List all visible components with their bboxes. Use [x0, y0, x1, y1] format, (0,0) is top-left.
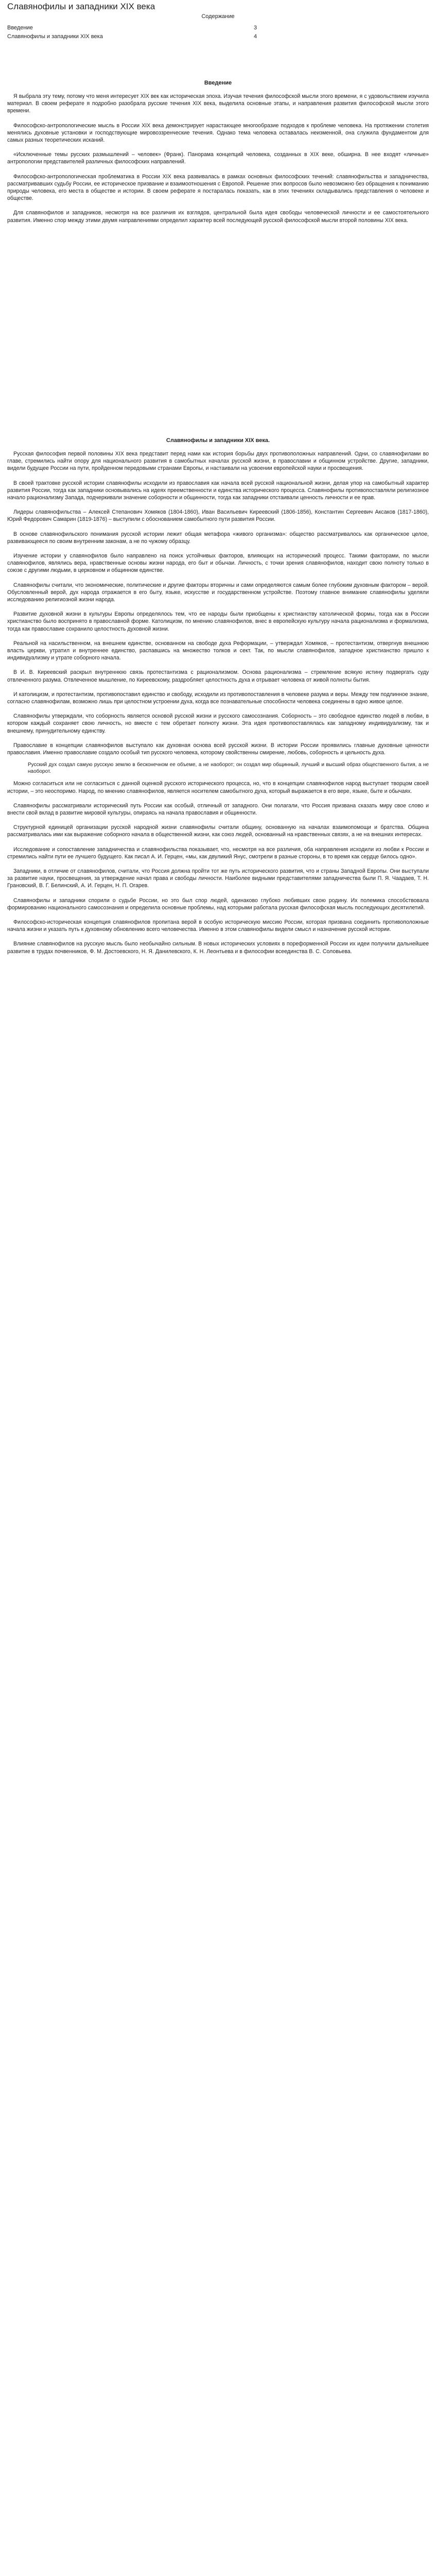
quote-text: Русский дух создал самую русскую землю в бесконечном ее объеме, а не наоборот; он создал мир общинный, лучший и высший образ общественного бытия, а не наоборот.: [28, 762, 429, 775]
toc-entry[interactable]: [7, 24, 429, 32]
introduction-heading: Введение: [204, 80, 232, 86]
paragraph: Развитие духовной жизни в культуры Европы определялось тем, что ее народы были приобщены к христианству католической формы, тогда как в России христианство было воспринято в православной форме. Католицизм, по мнению славянофилов, внес в европейскую культуру начала рационализма и формализма, тогда как православие сохранило целостность духовной жизни.: [7, 611, 429, 632]
paragraph: Для славянофилов и западников, несмотря на все различия их взглядов, центральной была идея свободы человеческой личности и ее самостоятельного развития. Именно спор между этими двумя направлениями определил характер всей последующей русской философской мысли второй половины XIX века.: [7, 210, 429, 224]
toc-entry[interactable]: [7, 32, 429, 41]
paragraph: Славянофилы считали, что экономические, политические и другие факторы вторичны и сами определяются самым более глубоким духовным фактором – верой. Обусловленный верой, дух народа отражается в его быту, языке, искусстве и государственном устройстве. Поэтому главное внимание славянофилы уделяли исследованию религиозной жизни народа.: [7, 582, 429, 603]
paragraph: Я выбрала эту тему, потому что меня интересует XIX век как историческая эпоха. Изучая течения философской мысли этого времени, я с удовольствием изучила материал. В своем реферате я подробно разобрала русские течения XIX века, выделила основные этапы, и направления развития философской мысли этого времени.: [7, 93, 429, 114]
paragraph: Славянофилы рассматривали исторический путь России как особый, отличный от западного. Они полагали, что Россия призвана сказать миру свое слово и внести свой вклад в развитие мировой культуры, опираясь на начала православия и общинности.: [7, 802, 429, 816]
paragraph: В основе славянофильского понимания русской истории лежит общая метафора «живого организма»: общество рассматривалось как органическое целое, развивающееся по своим внутренним законам, а не по чужому образцу.: [7, 531, 429, 545]
paragraph: Православие в концепции славянофилов выступало как духовная основа всей русской жизни. В истории России проявились главные духовные ценности православия. Именно православие создало особый тип русского человека, которому свойственны смирение, любовь, соборность и цельность духа.: [7, 742, 429, 756]
introduction-section: [7, 79, 429, 224]
paragraph: Структурной единицей организации русской народной жизни славянофилы считали общину, основанную на началах взаимопомощи и братства. Община рассматривалась ими как выражение соборного начала в общественной жизни, как союз людей, основанный на нравственных связях, а не на внешних интересах.: [7, 824, 429, 838]
paragraph: Философско-антропологическая проблематика в России XIX века развивалась в рамках основных философских течений: славянофильства и западничества, рассматривавших судьбу России, ее историческое призвание и взаимоотношения с Европой. Решение этих вопросов было невозможно без обращения к пониманию природы человека, его места в обществе и истории. В своем реферате я постаралась показать, как в этих течениях складывались представления о человеке и обществе.: [7, 173, 429, 202]
paragraph: В своей трактовке русской истории славянофилы исходили из православия как начала всей русской национальной жизни, делая упор на самобытный характер развития России, тогда как западники основывались на идеях преемственности и единства исторического процесса. Славянофилы противопоставляли религиозное начало рационализму Запада, подчеркивали значение соборности и общинности, тогда как западники отстаивали ценность личности и ее прав.: [7, 480, 429, 501]
paragraph: Изучение истории у славянофилов было направлено на поиск устойчивых факторов, влияющих на исторический процесс. Такими факторами, по мысли славянофилов, являлись вера, нравственные основы жизни народа, его быт и обычаи. Личность, с точки зрения славянофилов, находит свою полноту только в союзе с другими людьми, в церковном и общинном единстве.: [7, 553, 429, 574]
toc-entry-label: Славянофилы и западники XIX века: [7, 33, 103, 40]
paragraph: Славянофилы и западники спорили о судьбе России, но это был спор людей, одинаково глубоко любивших свою родину. Их полемика способствовала формированию национального самосознания и определила основные проблемы, над которыми работала русская философская мысль последующих десятилетий.: [7, 897, 429, 911]
paragraph: «Исключенные темы русских размышлений – человек» (Франк). Панорама концепций человека, созданных в XIX веке, обширна. В нее входят «личные» антропологии представителей различных философских направлений.: [7, 151, 429, 165]
toc-heading: Содержание: [201, 13, 235, 20]
document-title: Славянофилы и западники XIX века: [7, 2, 155, 11]
paragraph: И католицизм, и протестантизм, противопоставил единство и свободу, исходили из противопоставления в человеке разума и веры. Между тем подлинное знание, согласно славянофилам, возможно лишь при целостном устроении духа, когда все познавательные способности человека соединены в одно живое целое.: [7, 691, 429, 705]
paragraph: Лидеры славянофильства – Алексей Степанович Хомяков (1804-1860), Иван Васильевич Киреевский (1806-1856), Константин Сергеевич Аксаков (1817-1860), Юрий Федорович Самарин (1819-1876) – выступили с обоснованием самобытного пути развития России.: [7, 509, 429, 523]
paragraph: Исследование и сопоставление западничества и славянофильства показывает, что, несмотря на все различия, оба направления исходили из любви к России и стремились найти пути ее лучшего будущего. Как писал А. И. Герцен, «мы, как двуликий Янус, смотрели в разные стороны, в то время как сердце билось одно».: [7, 846, 429, 860]
paragraph: Реальной на насильственном, на внешнем единстве, основанном на свободе духа Реформации, – утверждал Хомяков, – протестантизм, отвергнув внешнюю власть церкви, утратил и внутреннее единство, распавшись на множество толков и сект. Так, по мысли славянофилов, западное христианство пришло к индивидуализму и утрате соборного начала.: [7, 640, 429, 662]
paragraph: Западники, в отличие от славянофилов, считали, что Россия должна пройти тот же путь исторического развития, что и страны Западной Европы. Они выступали за развитие науки, просвещения, за утверждение начал права и свободы личности. Наиболее видными представителями западничества были П. Я. Чаадаев, Т. Н. Грановский, В. Г. Белинский, А. И. Герцен, Н. П. Огарев.: [7, 868, 429, 889]
toc-entry-page: 3: [254, 25, 257, 31]
paragraph: Философско-историческая концепция славянофилов пропитана верой в особую историческую миссию России, которая призвана соединить противоположные начала жизни и указать путь к духовному обновлению всего человечества. Именно в этом славянофилы видели смысл и назначение русской истории.: [7, 919, 429, 933]
paragraph: Русская философия первой половины XIX века представит перед нами как история борьбы двух противоположных направлений. Одни, со славянофилами во главе, стремились найти опору для национального развития в самобытных началах русской жизни, в православии и общинном устройстве. Другие, западники, видели будущее России на пути, пройденном передовыми странами Европы, и настаивали на усвоении европейской науки и просвещения.: [7, 451, 429, 472]
main-section: [7, 437, 429, 955]
paragraph: Философско-антропологические мысль в России XIX века демонстрирует нарастающее многообразие подходов к проблеме человека. На протяжении столетия менялись духовные установки и господствующие мировоззренческие течения. Однако тема человека оставалась неизменной, она служила фундаментом для самых разных теоретических исканий.: [7, 122, 429, 144]
toc-entry-label: Введение: [7, 25, 33, 31]
paragraph: Можно согласиться или не согласиться с данной оценкой русского исторического процесса, но, что в концепции славянофилов народ выступает творцом своей истории, – это неоспоримо. Народ, по мнению славянофилов, является носителем самобытного духа, который выражается в его вере, языке, быте и обычаях.: [7, 781, 429, 794]
paragraph: В И. В. Киреевский раскрыл внутреннюю связь протестантизма с рационализмом. Основа рационализма – стремление всякую истину подвергать суду отвлеченного разума. Отвлеченное мышление, по Киреевскому, раздробляет целостность духа и отрывает человека от живой полноты бытия.: [7, 669, 429, 683]
block-quote: [7, 761, 429, 775]
paragraph: Славянофилы утверждали, что соборность является основой русской жизни и русского самосознания. Соборность – это свободное единство людей в любви, в котором каждый сохраняет свою личность, но вместе с тем обретает полноту жизни. Эта идея противопоставлялась как западному индивидуализму, так и внешнему, принудительному единству.: [7, 713, 429, 734]
toc-entry-page: 4: [254, 33, 257, 40]
paragraph: Влияние славянофилов на русскую мысль было необычайно сильным. В новых исторических условиях в пореформенной России их идеи получили дальнейшее развитие в трудах почвенников, Ф. М. Достоевского, Н. Я. Данилевского, К. Н. Леонтьева и в философии всеединства В. С. Соловьева.: [7, 941, 429, 955]
main-section-heading: Славянофилы и западники XIX века.: [166, 437, 270, 444]
